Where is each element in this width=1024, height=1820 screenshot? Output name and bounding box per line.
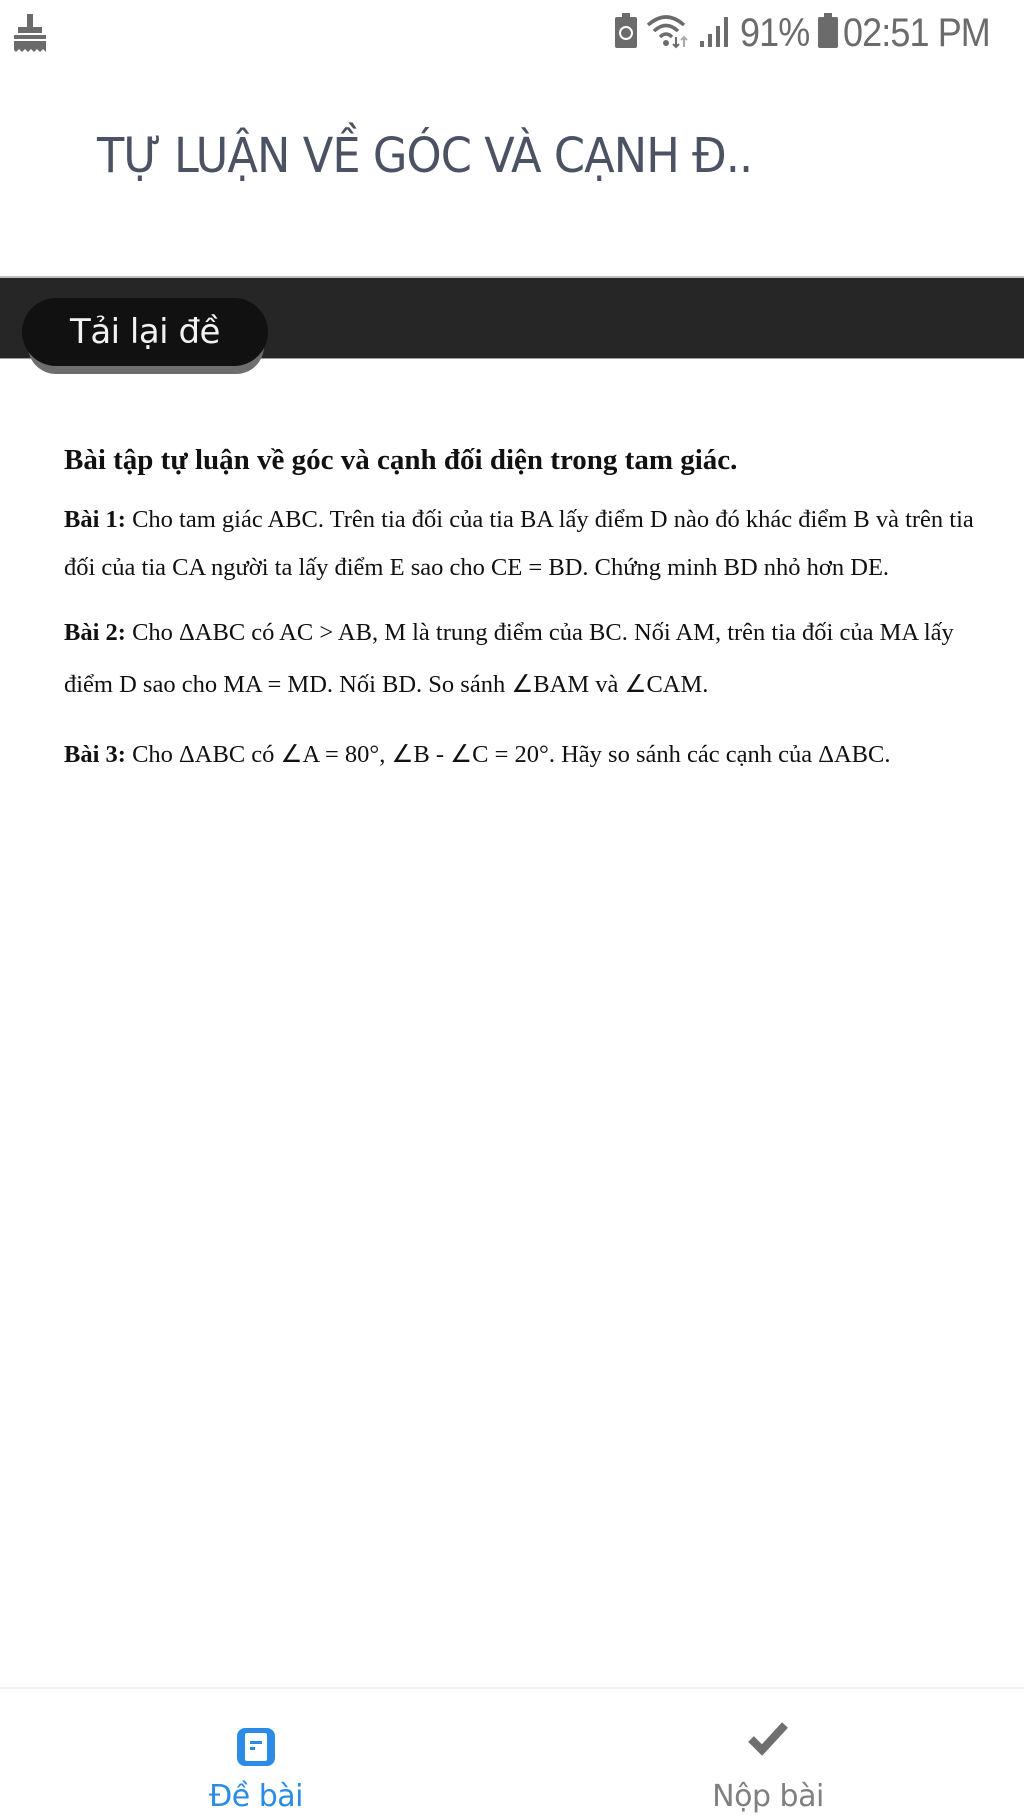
- exercise-2: [64, 607, 984, 711]
- tab-nop-bai[interactable]: [512, 1689, 1024, 1820]
- battery-percent: 91%: [739, 10, 810, 55]
- clock: 02:51 PM: [842, 10, 990, 55]
- exercise-1-text: Cho tam giác ABC. Trên tia đối của tia BA lấy điểm D nào đó khác điểm B và trên tia đối của tia CA người ta lấy điểm E sao cho CE = BD. Chứng minh BD nhỏ hơn DE.: [64, 506, 974, 581]
- exercise-3-text: Cho ΔABC có ∠A = 80°, ∠B - ∠C = 20°. Hãy so sánh các cạnh của ΔABC.: [125, 741, 891, 768]
- status-bar: [0, 0, 1024, 66]
- document-icon: [234, 1725, 278, 1769]
- exercise-1-label: Bài 1:: [64, 506, 126, 533]
- exercise-document: [64, 440, 984, 795]
- bottom-navigation: [0, 1687, 1024, 1820]
- cleaner-broom-icon: [12, 14, 48, 54]
- battery-saver-icon: [614, 13, 638, 54]
- reload-button-container: [22, 298, 268, 374]
- battery-icon: [817, 13, 839, 54]
- exercise-1: [64, 496, 984, 591]
- exercise-3-label: Bài 3:: [64, 741, 126, 768]
- document-heading: Bài tập tự luận về góc và cạnh đối diện trong tam giác.: [64, 444, 738, 476]
- tab-nop-bai-label: Nộp bài: [712, 1779, 824, 1814]
- page-title: TỰ LUẬN VỀ GÓC VÀ CẠNH Đ..: [97, 128, 753, 184]
- checkmark-icon: [746, 1717, 790, 1761]
- tab-de-bai[interactable]: [0, 1689, 512, 1820]
- wifi-icon: [646, 13, 690, 54]
- reload-exam-button[interactable]: Tải lại đề: [22, 298, 268, 366]
- signal-icon: [698, 13, 732, 54]
- exercise-2-label: Bài 2:: [64, 619, 126, 646]
- exercise-3: [64, 731, 984, 779]
- exercise-2-text: Cho ΔABC có AC > AB, M là trung điểm của BC. Nối AM, trên tia đối của MA lấy điểm D sao cho MA = MD. Nối BD. So sánh ∠BAM và ∠CAM.: [64, 619, 954, 698]
- tab-de-bai-label: Đề bài: [208, 1779, 303, 1814]
